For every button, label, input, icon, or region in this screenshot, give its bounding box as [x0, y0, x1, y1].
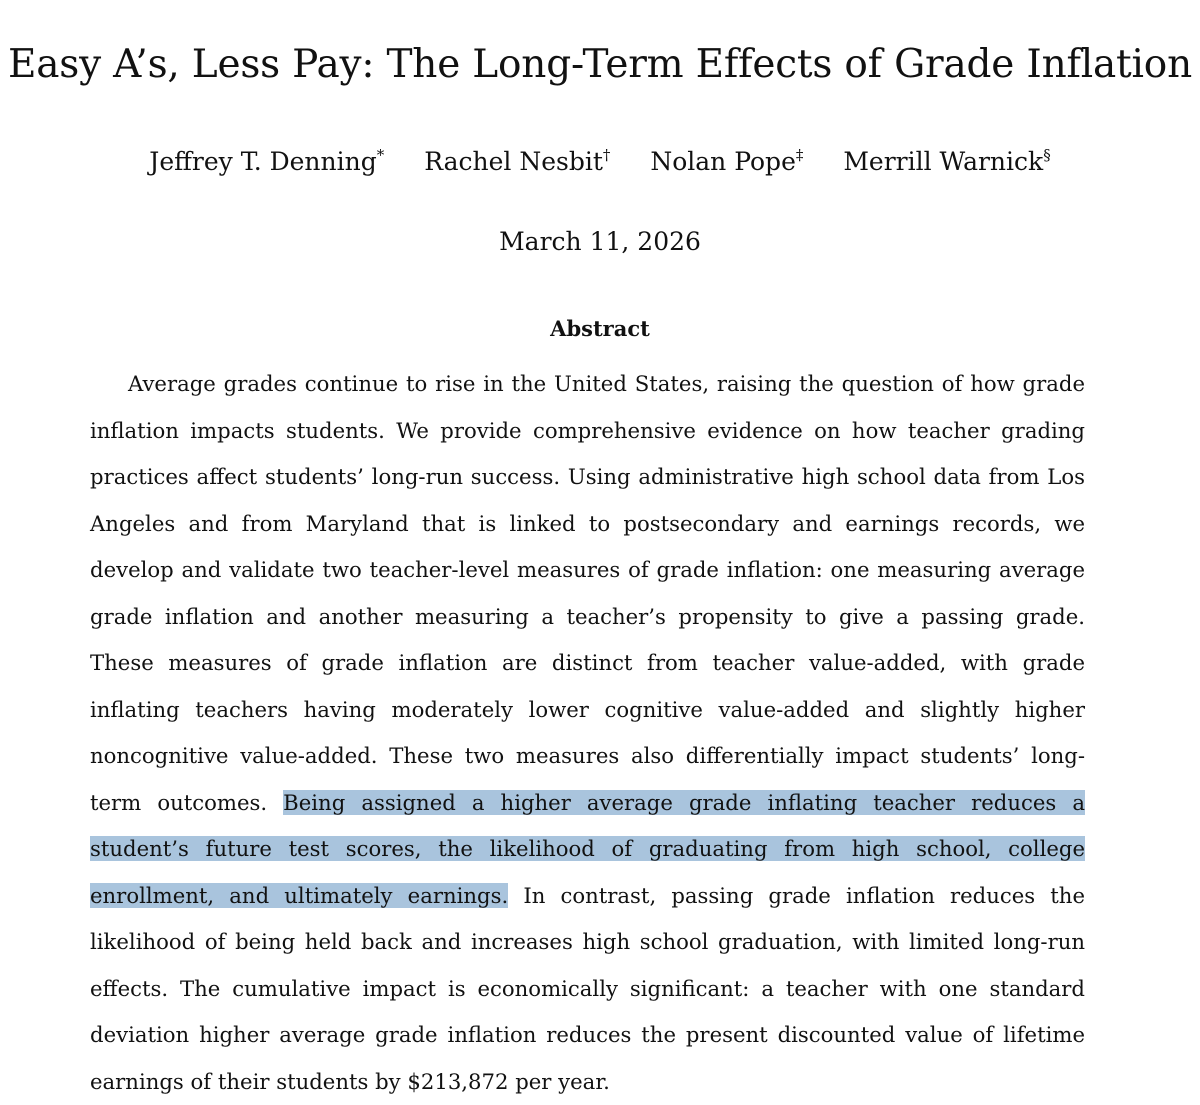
author-footnote-mark: † — [602, 146, 611, 164]
abstract-text[interactable] — [90, 361, 1085, 1105]
abstract-text-after-highlight: In contrast, passing grade inflation reduces the likelihood of being held back and increases high school graduation, with limited long-run effects. The cumulative impact is economically significant: a teacher with one standard deviation higher average grade inflation reduces the present discounted value of lifetime earnings of their students by $213,872 per year. — [90, 882, 1085, 1094]
paper-date: March 11, 2026 — [499, 227, 701, 256]
author-list — [0, 142, 1200, 182]
author-name: Jeffrey T. Denning — [149, 147, 377, 176]
author-footnote-mark: § — [1043, 146, 1051, 164]
author-footnote-mark: * — [376, 146, 385, 164]
author-name: Nolan Pope — [650, 147, 796, 176]
author-name: Rachel Nesbit — [424, 147, 603, 176]
author-footnote-mark: ‡ — [795, 146, 804, 164]
author-warnick — [843, 142, 1050, 182]
author-name: Merrill Warnick — [843, 147, 1044, 176]
paper-title: Easy A’s, Less Pay: The Long-Term Effects of Grade Inflation — [7, 42, 1193, 87]
highlighted-text-selection[interactable]: Being assigned a higher average grade inflating teacher reduces a student’s future test scores, the likelihood of graduating from high school, college enrollment, and ultimately earnings. — [90, 789, 1085, 908]
author-nesbit — [424, 142, 610, 182]
author-denning — [149, 142, 384, 182]
abstract-heading: Abstract — [550, 316, 650, 341]
abstract-text-before-highlight: Average grades continue to rise in the United States, raising the question of how grade inflation impacts students. We provide comprehensive evidence on how teacher grading practices affect students’ long-run success. Using administrative high school data from Los Angeles and from Maryland that is linked to postsecondary and earnings records, we develop and validate two teacher-level measures of grade inflation: one measuring average grade inflation and another measuring a teacher’s propensity to give a passing grade. These measures of grade inflation are distinct from teacher value-added, with grade inflating teachers having moderately lower cognitive value-added and slightly higher noncognitive value-added. These two measures also differentially impact students’ long-term outcomes. — [90, 371, 1085, 815]
author-pope — [650, 142, 803, 182]
